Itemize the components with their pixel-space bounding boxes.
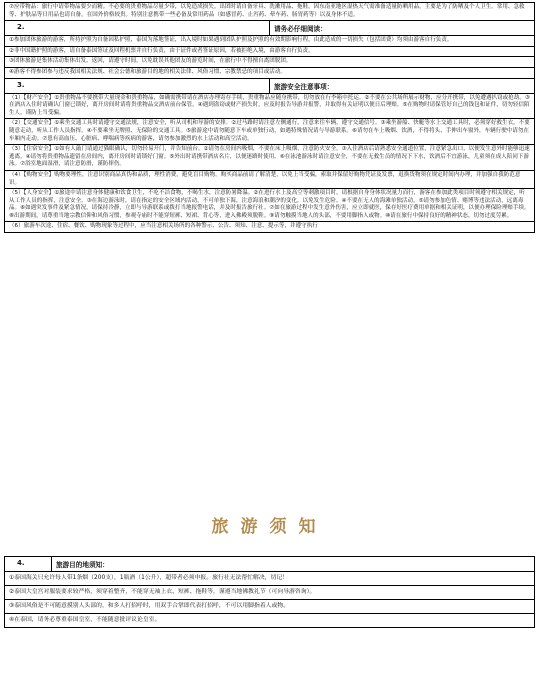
destination-notice bbox=[4, 556, 535, 628]
section-header-row bbox=[5, 21, 535, 36]
paragraph: ⑦应带物品：旅行中请带物品要少而精。不必要的贵重物品尽量少带，以免造成损失。出团时请自备牙具、洗漱用品、拖鞋。因东南亚地区湿热天气需准备适量防晒用品。主要是为了防晒及个人卫生。常用、急救等、护肤品等日用品也请自备，在国外价格较贵。特别注意携带一些必备及常用药品（如感冒药、止泻药、晕车药、肠胃药等）以及身体不适。 bbox=[9, 4, 525, 18]
section-body bbox=[5, 3, 535, 21]
section-body bbox=[5, 572, 535, 628]
section-row bbox=[5, 36, 535, 78]
paragraph: ①泰国海关只允许每人带1条烟（200支），1瓶酒（1公升），超带者必须申报。旅行社无法帮忙解决，切记！ bbox=[5, 572, 534, 586]
section-number: 3. bbox=[5, 78, 270, 93]
section-header-row bbox=[5, 78, 535, 93]
paragraph: （6）旅游车次途、住宿、餐饮、购物现象等过程中，应当注意相关场所的各种警示、公告、须知、注意、提示等，并遵守执行 bbox=[9, 223, 318, 230]
section-body bbox=[5, 36, 535, 78]
section-body bbox=[5, 93, 535, 233]
section-heading: 旅游安全注意事项： bbox=[270, 78, 535, 93]
page-title: 旅游须知 bbox=[211, 517, 328, 537]
section-number: 2. bbox=[5, 21, 270, 36]
paragraph: ④在泰国，请务必尊重泰国皇室，不能随意批评议论皇室。 bbox=[9, 617, 161, 623]
paragraph: （4）【购物安全】购物要理性，注意识别商品真伪和品质，理性消费，避免盲目购物。购买商品前请了解清楚，以免上当受骗，索取并保留好购物凭证及发票，退换货物须在规定时间内办理，并加强自我防范意识。 bbox=[5, 171, 534, 189]
paragraph: ②非中国籍护照的游客，请自备泰国签证及回程机票并自行负责，由于证件或者签证原因，若被拒绝入境，由游客自行负责。 bbox=[5, 47, 534, 58]
notice-table bbox=[4, 2, 535, 233]
paragraph: ②泰国大皇宫对服装要求较严格，须穿着整齐，不能穿无袖上衣、短裤、拖鞋等，谨遵当地佛教礼节（可向导游咨询）。 bbox=[5, 586, 534, 600]
paragraph: ③泰国风俗是不可随意摸别人头部的，和多人打招呼时，用双手合掌即代表打招呼，不可以用脚指着人或物。 bbox=[5, 600, 534, 614]
title-block bbox=[0, 512, 539, 540]
paragraph: （3）【住宿安全】①如有人敲门请通过猫眼确认，切勿轻易开门，并告知前台。②请勿在房间内吸烟，不要在床上吸烟，注意防火安全。③入住酒店后请熟悉安全通道位置，注意紧急出口，以便发生意外时能够迅速逃离。④请勿将贵重物品遗留在房间内，离开房间时请锁好门窗。⑤外出时请携带酒店名片，以便迷路时使用。⑥在泳池游泳时请注意安全，不要在无救生员的情况下下水，饮酒后不宜游泳，儿童须在成人陪同下游泳。⑦浴室地面湿滑，请注意防滑，谨防摔伤。 bbox=[5, 145, 534, 171]
section-number: 4. bbox=[5, 557, 52, 572]
paragraph: ①参加团体旅游的游客，所持护照为自备因私护照，泰国为落地签证，出入境时如果遇到团队护照及护照的有效期影响行程，由此造成的一切损失（包括团费）均须由游客自行负责。 bbox=[5, 36, 534, 47]
paragraph: （5）【人身安全】①旅途中请注意身体健康和饮食卫生，不吃不洁食物，不喝生水，注意防暑降温。②在进行水上及高空等刺激项目时，请根据自身身体状况量力而行，游客在参加此类项目时须遵守相关规定，听从工作人员的指挥，注意安全。③在海边游泳时，请在指定的安全区域内活动，不可单独下海，注意海浪和潮汐的变化，以免发生危险。④不要在无人的海滩单独活动。⑤请勿参加色情、赌博等违法活动，远离毒品。⑥如遇突发事件及紧急情况，请保持冷静，立即与导游联系或拨打当地报警电话，并及时报告旅行社。⑦如在旅游过程中发生意外伤害，应立即就医，保存好医疗费用单据和相关证明，以便办理保险理赔手续。⑧出游期间，请尊重当地宗教信仰和风俗习惯，参观寺庙时不能穿短裤、短裙、背心等，进入佛殿须脱鞋。⑨请勿触摸当地人的头部，不要用脚指人或物。⑩请在旅行中保持良好的精神状态，切勿过度劳累。 bbox=[5, 189, 534, 222]
section-header-row bbox=[5, 557, 535, 572]
paragraph: （1）【财产安全】①贵重物品不要携带大量现金和贵重物品，如确需携带请在酒店办理寄存手续，贵重物品应随身携带，切勿放在行李箱中托运。②不要在公共场所展示财物，应分开携带，以免遭遇扒窃或抢劫。③在酒店入住时请确认门窗已锁好，离开房间时请将贵重物品交酒店前台保管。④遇到盗窃或财产损失时，应及时报告导游并报警，并取得有关证明以便日后理赔。⑤在购物时请保管好自己的钱包和证件，切勿轻信陌生人，谨防上当受骗。 bbox=[5, 94, 534, 120]
destination-table bbox=[4, 556, 535, 628]
paragraph: ③团体旅游是集体活动集体出发、返回，请遵守时间，以免耽误其他团友的游览时间，在旅行中不得擅自离团脱团。 bbox=[5, 57, 534, 68]
paragraph: ④游客不得参团参与违反我国相关法规、社会公德和旅游目的地的相关法律、风俗习惯、宗教禁忌的项目或活动。 bbox=[9, 68, 286, 75]
section-row bbox=[5, 93, 535, 233]
section-heading: 请务必仔细阅读： bbox=[270, 21, 535, 36]
paragraph: （2）【交通安全】①乘坐交通工具时请遵守交通法规，注意安全，听从司机和导游的安排。②过马路时请注意左侧通行，注意来往车辆，遵守交通信号。③乘坐游船、快艇等水上交通工具时，必须穿好救生衣，不要随意走动，听从工作人员指挥。④不要乘坐无牌照、无保险的交通工具。⑤旅游途中请勿随意下车或单独行动，如遇特殊情况请与导游联系。⑥请勿在车上吸烟、饮酒，不得将头、手伸出车窗外，车辆行驶中请勿在车厢内走动。⑦患有高血压、心脏病、哮喘病等疾病的游客，请勿参加激烈的水上活动和高空活动。 bbox=[5, 119, 534, 145]
document-page bbox=[4, 2, 535, 233]
section-row bbox=[5, 3, 535, 21]
section-heading: 旅游目的地须知： bbox=[52, 557, 535, 572]
section-row bbox=[5, 572, 535, 628]
